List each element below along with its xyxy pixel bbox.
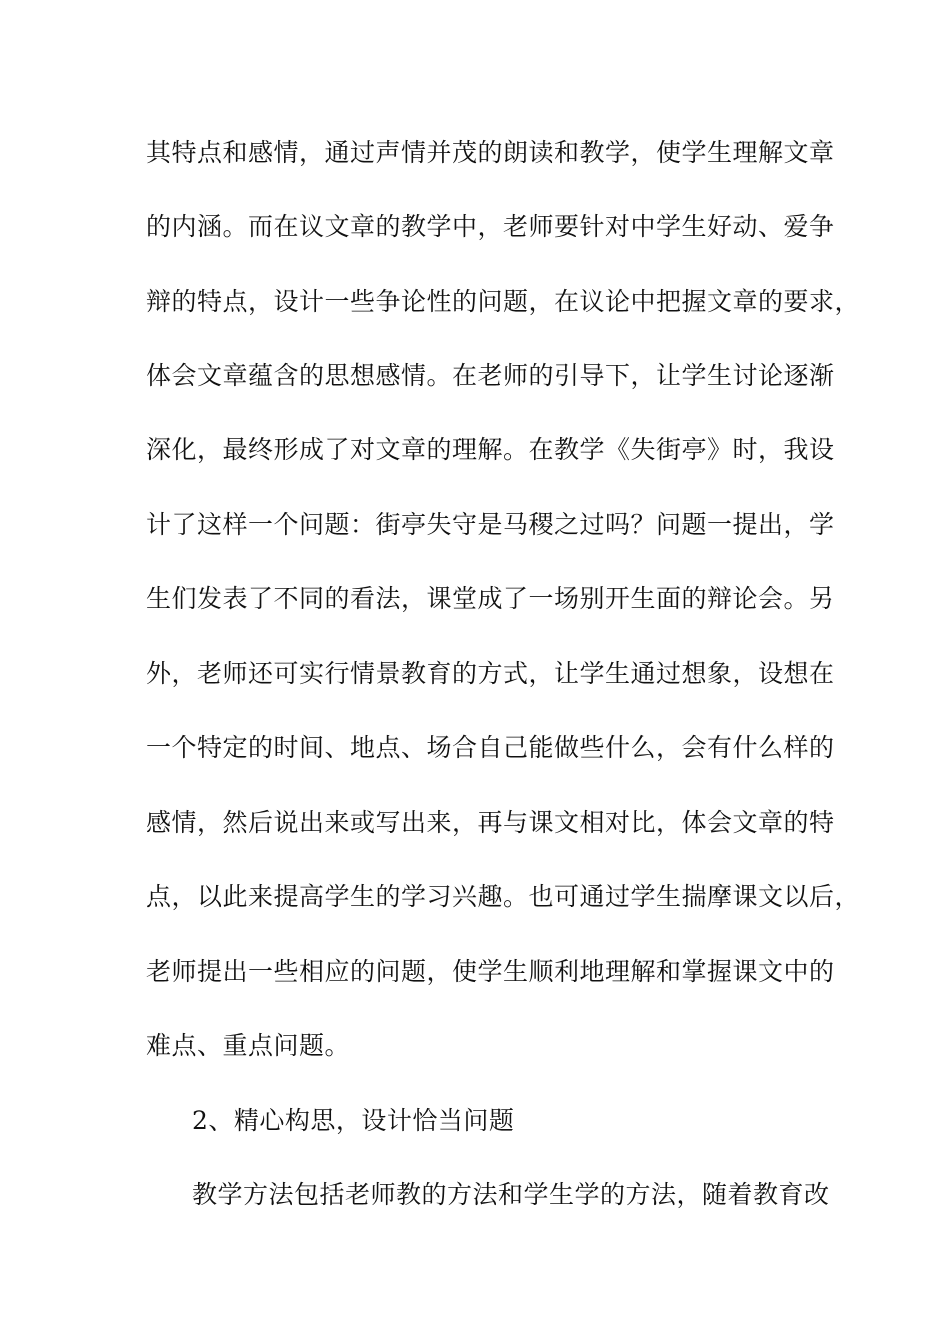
paragraph-line: 辩的特点，设计一些争论性的问题，在议论中把握文章的要求， bbox=[146, 287, 861, 316]
section-heading: 2、精心构思，设计恰当问题 bbox=[192, 1106, 515, 1135]
paragraph-line: 一个特定的时间、地点、场合自己能做些什么，会有什么样的 bbox=[146, 733, 835, 762]
paragraph-line: 的内涵。而在议文章的教学中，老师要针对中学生好动、爱争 bbox=[146, 212, 835, 241]
paragraph-line: 深化，最终形成了对文章的理解。在教学《失街亭》时，我设 bbox=[146, 435, 835, 464]
paragraph-line: 感情，然后说出来或写出来，再与课文相对比，体会文章的特 bbox=[146, 808, 835, 837]
paragraph-line: 计了这样一个问题：街亭失守是马稷之过吗？问题一提出，学 bbox=[146, 510, 835, 539]
paragraph-line: 点，以此来提高学生的学习兴趣。也可通过学生揣摩课文以后， bbox=[146, 882, 861, 911]
paragraph-line: 生们发表了不同的看法，课堂成了一场别开生面的辩论会。另 bbox=[146, 584, 835, 613]
paragraph-line: 体会文章蕴含的思想感情。在老师的引导下，让学生讨论逐渐 bbox=[146, 361, 835, 390]
paragraph-line: 教学方法包括老师教的方法和学生学的方法，随着教育改 bbox=[192, 1180, 830, 1209]
paragraph-line: 外，老师还可实行情景教育的方式，让学生通过想象，设想在 bbox=[146, 659, 835, 688]
paragraph-line: 其特点和感情，通过声情并茂的朗读和教学，使学生理解文章 bbox=[146, 138, 835, 167]
paragraph-line: 难点、重点问题。 bbox=[146, 1031, 351, 1060]
paragraph-line: 老师提出一些相应的问题，使学生顺利地理解和掌握课文中的 bbox=[146, 957, 835, 986]
